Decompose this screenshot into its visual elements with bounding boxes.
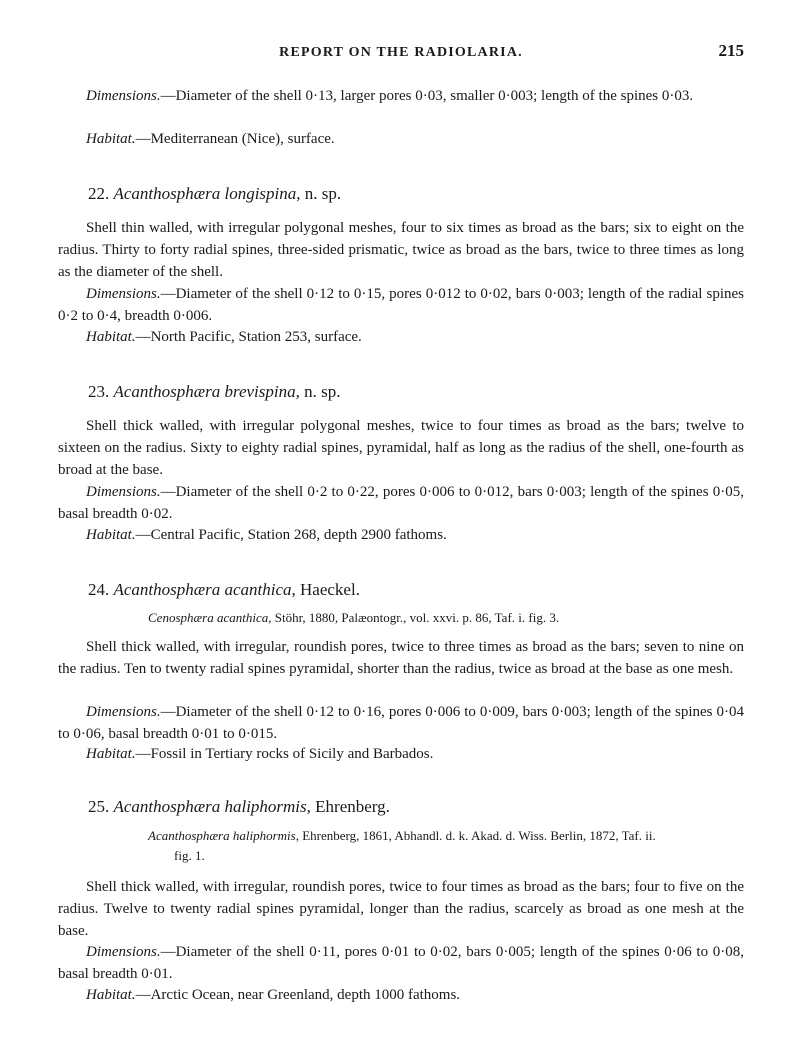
species-authority: n. sp. <box>304 382 341 401</box>
page-number: 215 <box>718 41 744 60</box>
synonym-reference-continued: fig. 1. <box>174 848 205 863</box>
dimensions-label: Dimensions. <box>86 88 161 104</box>
species-description: Shell thick walled, with irregular polygonal meshes, twice to four times as broad as the bars; twelve to sixteen on the radius. Sixty to eighty radial spines, pyramidal, half as long as the radius of the shell, one-fourth as broad at the base. <box>58 418 744 478</box>
species-heading <box>88 183 341 205</box>
habitat-text: —Mediterranean (Nice), surface. <box>135 131 335 147</box>
habitat-text: —North Pacific, Station 253, surface. <box>135 329 362 345</box>
running-title: REPORT ON THE RADIOLARIA. <box>279 45 523 60</box>
species-authority: Ehrenberg. <box>315 797 390 816</box>
dimensions-text: —Diameter of the shell 0·13, larger pores 0·03, smaller 0·003; length of the spines 0·03. <box>160 88 694 104</box>
species-habitat <box>58 984 744 1006</box>
species-habitat <box>58 326 744 348</box>
species-synonym <box>148 826 748 866</box>
habitat-text: —Central Pacific, Station 268, depth 2900 fathoms. <box>135 527 447 543</box>
species-synonym <box>148 608 748 628</box>
species-habitat <box>58 743 744 765</box>
species-authority: Haeckel. <box>300 580 360 599</box>
habitat-text: —Fossil in Tertiary rocks of Sicily and Barbados. <box>135 746 434 762</box>
synonym-line <box>148 608 748 628</box>
species-heading <box>88 381 341 403</box>
synonym-reference: Stöhr, 1880, Palæontogr., vol. xxvi. p. 86, Taf. i. fig. 3. <box>274 610 560 625</box>
habitat-text: —Arctic Ocean, near Greenland, depth 1000 fathoms. <box>135 987 461 1003</box>
species-description: Shell thick walled, with irregular, roundish pores, twice to four times as broad as the bars; four to five on the radius. Twelve to twenty radial spines pyramidal, longer than the radius, scarcely as broad as one mesh at the base. <box>58 879 744 939</box>
synonym-line <box>148 826 748 846</box>
dimensions-text: —Diameter of the shell 0·12 to 0·15, pores 0·012 to 0·02, bars 0·003; length of the radial spines 0·2 to 0·4, breadth 0·006. <box>58 286 744 324</box>
species-dimensions <box>58 481 744 525</box>
species-dimensions <box>58 941 744 985</box>
species-name: Acanthosphæra haliphormis, <box>113 797 311 816</box>
habitat-label: Habitat. <box>86 527 136 543</box>
dimensions-text: —Diameter of the shell 0·2 to 0·22, pores 0·006 to 0·012, bars 0·003; length of the spines 0·05, basal breadth 0·02. <box>58 484 744 522</box>
species-dimensions <box>58 701 744 745</box>
habitat-label: Habitat. <box>86 987 136 1003</box>
species-name: Acanthosphæra brevispina, <box>113 382 300 401</box>
dimensions-label: Dimensions. <box>86 286 161 302</box>
habitat-label: Habitat. <box>86 329 136 345</box>
species-dimensions <box>58 283 744 327</box>
dimensions-label: Dimensions. <box>86 704 161 720</box>
dimensions-label: Dimensions. <box>86 944 161 960</box>
species-authority: n. sp. <box>304 184 342 203</box>
species-heading <box>88 796 390 818</box>
species-number: 25. <box>88 797 110 816</box>
synonym-name: Cenosphæra acanthica, <box>148 610 272 625</box>
intro-habitat <box>58 128 744 150</box>
synonym-reference: Ehrenberg, 1861, Abhandl. d. k. Akad. d. Wiss. Berlin, 1872, Taf. ii. <box>302 828 656 843</box>
species-heading <box>88 579 360 601</box>
species-description: Shell thin walled, with irregular polygonal meshes, four to six times as broad as the bars; six to eight on the radius. Thirty to forty radial spines, three-sided prismatic, twice as broad as the bars, twice to three times as long as the diameter of the shell. <box>58 220 744 280</box>
habitat-label: Habitat. <box>86 746 136 762</box>
species-habitat <box>58 524 744 546</box>
species-number: 23. <box>88 382 110 401</box>
dimensions-text: —Diameter of the shell 0·12 to 0·16, pores 0·006 to 0·009, bars 0·003; length of the spines 0·04 to 0·06, basal breadth 0·01 to 0·015. <box>58 704 744 742</box>
intro-dimensions <box>58 85 744 107</box>
species-name: Acanthosphæra longispina, <box>113 184 301 203</box>
habitat-label: Habitat. <box>86 131 136 147</box>
synonym-name: Acanthosphæra haliphormis, <box>148 828 299 843</box>
species-number: 24. <box>88 580 110 599</box>
dimensions-text: —Diameter of the shell 0·11, pores 0·01 to 0·02, bars 0·005; length of the spines 0·06 to 0·08, basal breadth 0·01. <box>58 944 744 982</box>
page-header <box>58 40 744 66</box>
species-number: 22. <box>88 184 110 203</box>
species-description: Shell thick walled, with irregular, roundish pores, twice to three times as broad as the bars; seven to nine on the radius. Ten to twenty radial spines pyramidal, shorter than the radius, twice as broad at the base as one mesh. <box>58 639 744 677</box>
dimensions-label: Dimensions. <box>86 484 161 500</box>
species-name: Acanthosphæra acanthica, <box>113 580 296 599</box>
